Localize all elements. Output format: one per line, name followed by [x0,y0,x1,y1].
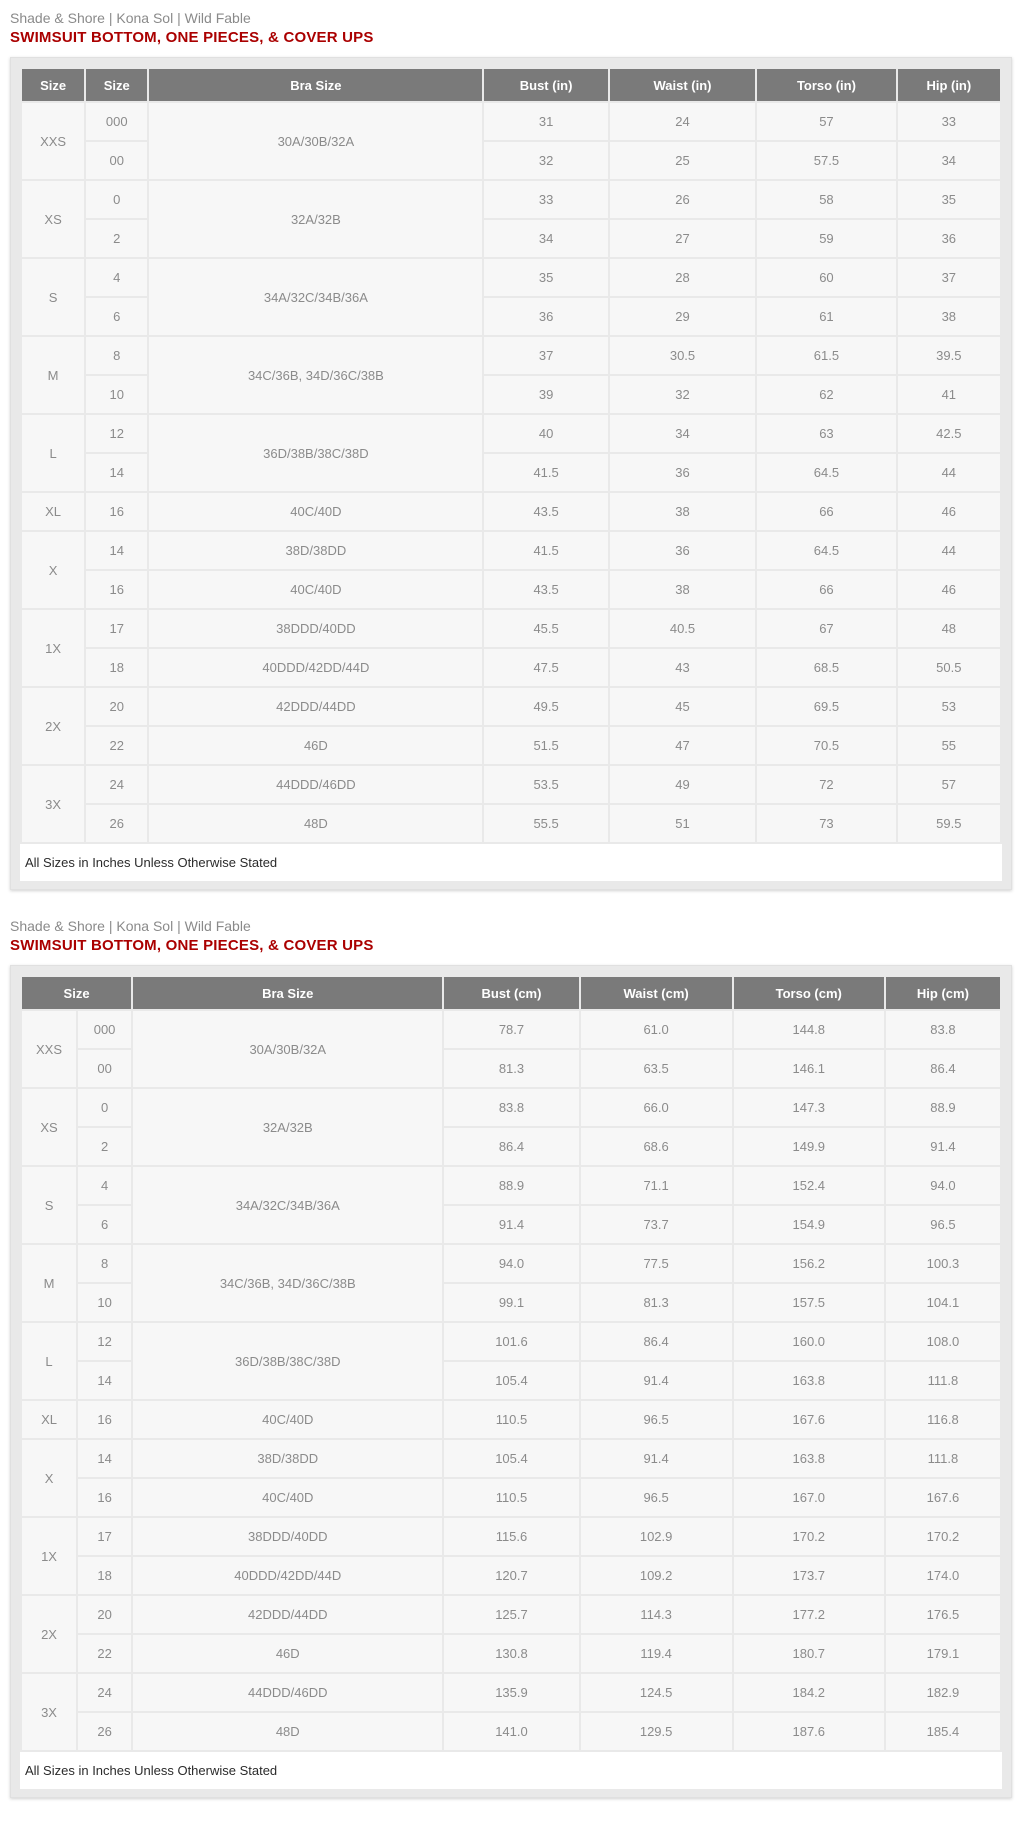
bra-size-cell: 38D/38DD [149,532,482,569]
measurement-cell: 94.0 [886,1167,1000,1204]
table-row [22,1557,1000,1594]
measurement-cell: 149.9 [734,1128,884,1165]
size-group-cell: 2X [22,1596,76,1672]
table-row [22,415,1000,452]
column-header: Size [22,69,84,101]
bra-size-cell: 40DDD/42DD/44D [133,1557,442,1594]
size-number-cell: 24 [78,1674,131,1711]
table-row [22,181,1000,218]
measurement-cell: 35 [898,181,1000,218]
measurement-cell: 47.5 [484,649,607,686]
measurement-cell: 57 [757,103,895,140]
footnote: All Sizes in Inches Unless Otherwise Stated [20,1752,1002,1789]
measurement-cell: 69.5 [757,688,895,725]
measurement-cell: 44 [898,454,1000,491]
bra-size-cell: 40C/40D [149,571,482,608]
measurement-cell: 66 [757,571,895,608]
measurement-cell: 46 [898,571,1000,608]
table-row [22,1440,1000,1477]
measurement-cell: 26 [610,181,755,218]
size-number-cell: 10 [86,376,147,413]
bra-size-cell: 30A/30B/32A [133,1011,442,1087]
measurement-cell: 38 [610,493,755,530]
measurement-cell: 45 [610,688,755,725]
measurement-cell: 170.2 [734,1518,884,1555]
measurement-cell: 108.0 [886,1323,1000,1360]
chart-title: SWIMSUIT BOTTOM, ONE PIECES, & COVER UPS [10,28,374,46]
size-group-cell: XL [22,1401,76,1438]
measurement-cell: 111.8 [886,1440,1000,1477]
measurement-cell: 124.5 [581,1674,732,1711]
size-group-cell: L [22,415,84,491]
measurement-cell: 61.5 [757,337,895,374]
bra-size-cell: 40C/40D [133,1401,442,1438]
measurement-cell: 167.0 [734,1479,884,1516]
measurement-cell: 91.4 [581,1440,732,1477]
measurement-cell: 105.4 [444,1440,578,1477]
measurement-cell: 55 [898,727,1000,764]
measurement-cell: 34 [610,415,755,452]
column-header: Bust (cm) [444,977,578,1009]
measurement-cell: 24 [610,103,755,140]
measurement-cell: 41.5 [484,454,607,491]
table-row [22,1167,1000,1204]
size-number-cell: 14 [78,1440,131,1477]
measurement-cell: 125.7 [444,1596,578,1633]
measurement-cell: 34 [898,142,1000,179]
size-group-cell: 1X [22,1518,76,1594]
measurement-cell: 45.5 [484,610,607,647]
bra-size-cell: 48D [133,1713,442,1750]
size-group-cell: L [22,1323,76,1399]
table-row [22,1401,1000,1438]
measurement-cell: 141.0 [444,1713,578,1750]
measurement-cell: 57.5 [757,142,895,179]
size-group-cell: XL [22,493,84,530]
measurement-cell: 105.4 [444,1362,578,1399]
measurement-cell: 37 [898,259,1000,296]
size-number-cell: 17 [78,1518,131,1555]
size-group-cell: XS [22,181,84,257]
size-chart-table-centimeters [20,975,1002,1752]
measurement-cell: 53 [898,688,1000,725]
measurement-cell: 31 [484,103,607,140]
size-number-cell: 18 [78,1557,131,1594]
measurement-cell: 88.9 [444,1167,578,1204]
header-row [22,977,1000,1009]
bra-size-cell: 38DDD/40DD [133,1518,442,1555]
measurement-cell: 61 [757,298,895,335]
table-row [22,766,1000,803]
measurement-cell: 73 [757,805,895,842]
measurement-cell: 41 [898,376,1000,413]
table-row [22,1713,1000,1750]
table-row [22,1674,1000,1711]
measurement-cell: 91.4 [581,1362,732,1399]
measurement-cell: 119.4 [581,1635,732,1672]
measurement-cell: 53.5 [484,766,607,803]
measurement-cell: 179.1 [886,1635,1000,1672]
size-number-cell: 0 [78,1089,131,1126]
measurement-cell: 67 [757,610,895,647]
size-number-cell: 4 [78,1167,131,1204]
size-number-cell: 8 [78,1245,131,1282]
measurement-cell: 83.8 [444,1089,578,1126]
measurement-cell: 51.5 [484,727,607,764]
measurement-cell: 167.6 [886,1479,1000,1516]
size-number-cell: 18 [86,649,147,686]
measurement-cell: 73.7 [581,1206,732,1243]
size-number-cell: 16 [86,571,147,608]
measurement-cell: 147.3 [734,1089,884,1126]
size-number-cell: 17 [86,610,147,647]
measurement-cell: 185.4 [886,1713,1000,1750]
measurement-cell: 167.6 [734,1401,884,1438]
measurement-cell: 33 [898,103,1000,140]
table-row [22,337,1000,374]
bra-size-cell: 36D/38B/38C/38D [149,415,482,491]
measurement-cell: 27 [610,220,755,257]
measurement-cell: 160.0 [734,1323,884,1360]
column-header: Size [22,977,131,1009]
measurement-cell: 39.5 [898,337,1000,374]
column-header: Hip (in) [898,69,1000,101]
measurement-cell: 33 [484,181,607,218]
measurement-cell: 71.1 [581,1167,732,1204]
measurement-cell: 64.5 [757,454,895,491]
size-group-cell: S [22,259,84,335]
size-number-cell: 000 [86,103,147,140]
table-body [22,103,1000,842]
measurement-cell: 104.1 [886,1284,1000,1321]
table-row [22,103,1000,140]
measurement-cell: 55.5 [484,805,607,842]
measurement-cell: 100.3 [886,1245,1000,1282]
size-number-cell: 20 [86,688,147,725]
measurement-cell: 144.8 [734,1011,884,1048]
measurement-cell: 83.8 [886,1011,1000,1048]
measurement-cell: 41.5 [484,532,607,569]
size-group-cell: XXS [22,1011,76,1087]
measurement-cell: 46 [898,493,1000,530]
bra-size-cell: 46D [149,727,482,764]
table-row [22,688,1000,725]
bra-size-cell: 36D/38B/38C/38D [133,1323,442,1399]
measurement-cell: 156.2 [734,1245,884,1282]
measurement-cell: 91.4 [886,1128,1000,1165]
size-number-cell: 14 [86,454,147,491]
bra-size-cell: 38D/38DD [133,1440,442,1477]
bra-size-cell: 32A/32B [149,181,482,257]
column-header: Waist (in) [610,69,755,101]
column-header: Size [86,69,147,101]
measurement-cell: 62 [757,376,895,413]
column-header: Torso (in) [757,69,895,101]
measurement-cell: 110.5 [444,1401,578,1438]
measurement-cell: 37 [484,337,607,374]
size-chart-panel-centimeters [10,965,1012,1798]
measurement-cell: 42.5 [898,415,1000,452]
bra-size-cell: 44DDD/46DD [149,766,482,803]
measurement-cell: 60 [757,259,895,296]
measurement-cell: 58 [757,181,895,218]
measurement-cell: 170.2 [886,1518,1000,1555]
size-number-cell: 16 [86,493,147,530]
measurement-cell: 114.3 [581,1596,732,1633]
measurement-cell: 35 [484,259,607,296]
measurement-cell: 86.4 [581,1323,732,1360]
measurement-cell: 40.5 [610,610,755,647]
measurement-cell: 86.4 [886,1050,1000,1087]
size-number-cell: 14 [86,532,147,569]
size-group-cell: M [22,1245,76,1321]
size-group-cell: XXS [22,103,84,179]
header-row [22,69,1000,101]
measurement-cell: 173.7 [734,1557,884,1594]
bra-size-cell: 46D [133,1635,442,1672]
table-row [22,649,1000,686]
measurement-cell: 68.6 [581,1128,732,1165]
measurement-cell: 40 [484,415,607,452]
section-titles [10,10,1012,47]
size-number-cell: 26 [78,1713,131,1750]
measurement-cell: 38 [610,571,755,608]
size-group-cell: 2X [22,688,84,764]
measurement-cell: 36 [898,220,1000,257]
measurement-cell: 38 [898,298,1000,335]
size-number-cell: 10 [78,1284,131,1321]
measurement-cell: 44 [898,532,1000,569]
measurement-cell: 48 [898,610,1000,647]
measurement-cell: 36 [610,454,755,491]
measurement-cell: 70.5 [757,727,895,764]
chart-title: SWIMSUIT BOTTOM, ONE PIECES, & COVER UPS [10,936,374,954]
measurement-cell: 63 [757,415,895,452]
measurement-cell: 96.5 [581,1401,732,1438]
measurement-cell: 120.7 [444,1557,578,1594]
size-group-cell: 1X [22,610,84,686]
size-number-cell: 26 [86,805,147,842]
table-row [22,493,1000,530]
measurement-cell: 36 [610,532,755,569]
measurement-cell: 68.5 [757,649,895,686]
measurement-cell: 57 [898,766,1000,803]
size-group-cell: M [22,337,84,413]
size-number-cell: 6 [78,1206,131,1243]
measurement-cell: 174.0 [886,1557,1000,1594]
bra-size-cell: 30A/30B/32A [149,103,482,179]
measurement-cell: 130.8 [444,1635,578,1672]
size-chart-panel-inches [10,57,1012,890]
size-chart-section-inches [10,10,1012,890]
measurement-cell: 25 [610,142,755,179]
bra-size-cell: 40DDD/42DD/44D [149,649,482,686]
measurement-cell: 91.4 [444,1206,578,1243]
size-group-cell: XS [22,1089,76,1165]
measurement-cell: 29 [610,298,755,335]
measurement-cell: 111.8 [886,1362,1000,1399]
bra-size-cell: 32A/32B [133,1089,442,1165]
size-number-cell: 22 [86,727,147,764]
column-header: Bra Size [149,69,482,101]
size-group-cell: 3X [22,766,84,842]
size-number-cell: 4 [86,259,147,296]
brand-list: Shade & Shore | Kona Sol | Wild Fable [10,10,251,26]
column-header: Torso (cm) [734,977,884,1009]
table-header-row [22,977,1000,1009]
measurement-cell: 187.6 [734,1713,884,1750]
measurement-cell: 66 [757,493,895,530]
measurement-cell: 61.0 [581,1011,732,1048]
measurement-cell: 102.9 [581,1518,732,1555]
measurement-cell: 135.9 [444,1674,578,1711]
bra-size-cell: 34A/32C/34B/36A [149,259,482,335]
table-row [22,1011,1000,1048]
measurement-cell: 43.5 [484,493,607,530]
measurement-cell: 152.4 [734,1167,884,1204]
measurement-cell: 129.5 [581,1713,732,1750]
table-body [22,1011,1000,1750]
measurement-cell: 176.5 [886,1596,1000,1633]
measurement-cell: 50.5 [898,649,1000,686]
measurement-cell: 72 [757,766,895,803]
size-number-cell: 16 [78,1479,131,1516]
table-row [22,610,1000,647]
bra-size-cell: 44DDD/46DD [133,1674,442,1711]
bra-size-cell: 42DDD/44DD [149,688,482,725]
measurement-cell: 184.2 [734,1674,884,1711]
column-header: Bra Size [133,977,442,1009]
size-group-cell: X [22,1440,76,1516]
measurement-cell: 49.5 [484,688,607,725]
measurement-cell: 36 [484,298,607,335]
size-group-cell: 3X [22,1674,76,1750]
table-row [22,532,1000,569]
measurement-cell: 180.7 [734,1635,884,1672]
size-number-cell: 24 [86,766,147,803]
measurement-cell: 163.8 [734,1362,884,1399]
bra-size-cell: 38DDD/40DD [149,610,482,647]
measurement-cell: 177.2 [734,1596,884,1633]
size-number-cell: 14 [78,1362,131,1399]
table-row [22,259,1000,296]
measurement-cell: 66.0 [581,1089,732,1126]
measurement-cell: 109.2 [581,1557,732,1594]
brand-list: Shade & Shore | Kona Sol | Wild Fable [10,918,251,934]
measurement-cell: 81.3 [581,1284,732,1321]
bra-size-cell: 34A/32C/34B/36A [133,1167,442,1243]
measurement-cell: 30.5 [610,337,755,374]
measurement-cell: 43.5 [484,571,607,608]
measurement-cell: 34 [484,220,607,257]
size-number-cell: 000 [78,1011,131,1048]
measurement-cell: 32 [484,142,607,179]
table-row [22,1518,1000,1555]
table-row [22,805,1000,842]
table-row [22,1245,1000,1282]
measurement-cell: 59 [757,220,895,257]
measurement-cell: 96.5 [581,1479,732,1516]
measurement-cell: 81.3 [444,1050,578,1087]
table-row [22,1596,1000,1633]
size-chart-section-centimeters [10,918,1012,1798]
measurement-cell: 28 [610,259,755,296]
measurement-cell: 96.5 [886,1206,1000,1243]
measurement-cell: 182.9 [886,1674,1000,1711]
bra-size-cell: 40C/40D [133,1479,442,1516]
column-header: Hip (cm) [886,977,1000,1009]
measurement-cell: 43 [610,649,755,686]
size-number-cell: 2 [86,220,147,257]
measurement-cell: 101.6 [444,1323,578,1360]
size-number-cell: 6 [86,298,147,335]
table-row [22,1089,1000,1126]
bra-size-cell: 48D [149,805,482,842]
size-group-cell: X [22,532,84,608]
measurement-cell: 157.5 [734,1284,884,1321]
measurement-cell: 47 [610,727,755,764]
measurement-cell: 32 [610,376,755,413]
measurement-cell: 146.1 [734,1050,884,1087]
measurement-cell: 63.5 [581,1050,732,1087]
measurement-cell: 154.9 [734,1206,884,1243]
size-number-cell: 00 [78,1050,131,1087]
measurement-cell: 115.6 [444,1518,578,1555]
measurement-cell: 99.1 [444,1284,578,1321]
table-row [22,1635,1000,1672]
measurement-cell: 77.5 [581,1245,732,1282]
size-number-cell: 20 [78,1596,131,1633]
measurement-cell: 51 [610,805,755,842]
size-number-cell: 16 [78,1401,131,1438]
bra-size-cell: 34C/36B, 34D/36C/38B [133,1245,442,1321]
table-header-row [22,69,1000,101]
size-number-cell: 0 [86,181,147,218]
bra-size-cell: 40C/40D [149,493,482,530]
table-row [22,1323,1000,1360]
measurement-cell: 39 [484,376,607,413]
measurement-cell: 110.5 [444,1479,578,1516]
column-header: Waist (cm) [581,977,732,1009]
size-chart-table-inches [20,67,1002,844]
column-header: Bust (in) [484,69,607,101]
size-number-cell: 00 [86,142,147,179]
size-number-cell: 8 [86,337,147,374]
measurement-cell: 116.8 [886,1401,1000,1438]
measurement-cell: 88.9 [886,1089,1000,1126]
bra-size-cell: 34C/36B, 34D/36C/38B [149,337,482,413]
footnote: All Sizes in Inches Unless Otherwise Stated [20,844,1002,881]
measurement-cell: 78.7 [444,1011,578,1048]
table-row [22,571,1000,608]
measurement-cell: 64.5 [757,532,895,569]
table-row [22,1479,1000,1516]
table-row [22,727,1000,764]
measurement-cell: 163.8 [734,1440,884,1477]
size-number-cell: 22 [78,1635,131,1672]
size-number-cell: 12 [78,1323,131,1360]
size-number-cell: 12 [86,415,147,452]
section-titles [10,918,1012,955]
bra-size-cell: 42DDD/44DD [133,1596,442,1633]
measurement-cell: 49 [610,766,755,803]
measurement-cell: 94.0 [444,1245,578,1282]
measurement-cell: 59.5 [898,805,1000,842]
size-number-cell: 2 [78,1128,131,1165]
size-group-cell: S [22,1167,76,1243]
measurement-cell: 86.4 [444,1128,578,1165]
